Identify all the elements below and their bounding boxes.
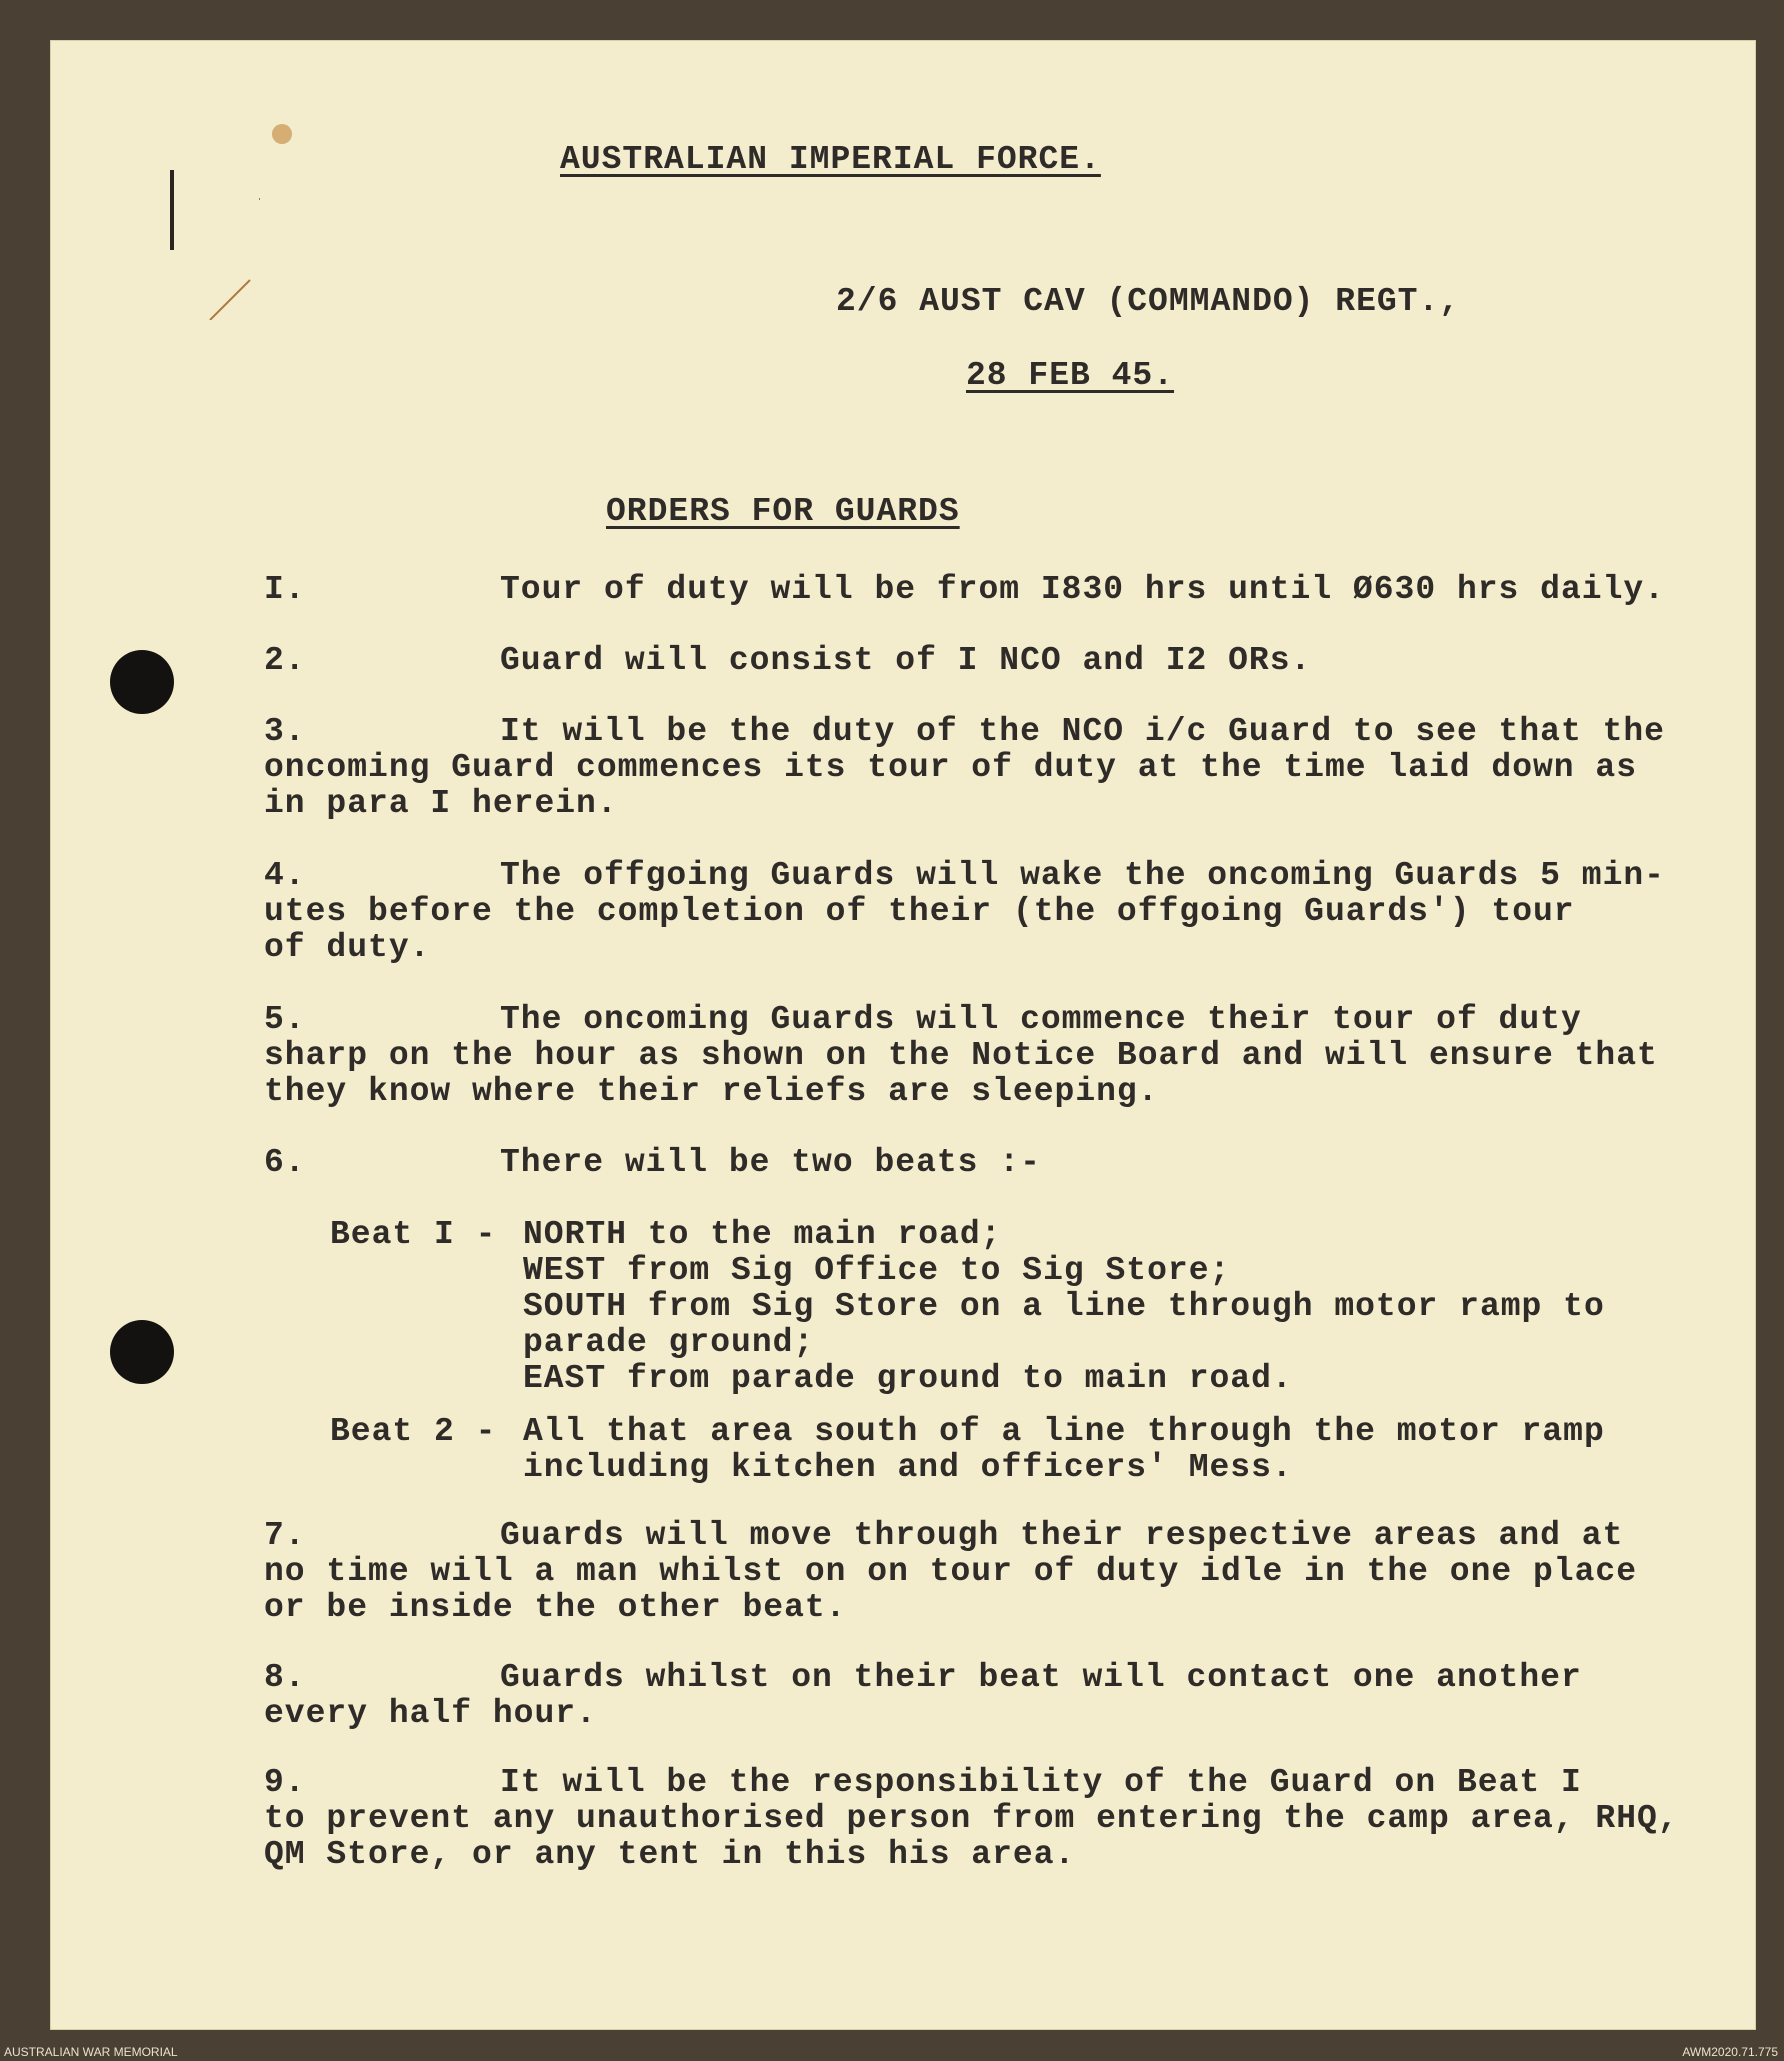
- punch-hole-top: [110, 650, 174, 714]
- beat-1-label: Beat I -: [330, 1216, 497, 1253]
- document-page: [50, 40, 1756, 2030]
- para-3-line: oncoming Guard commences its tour of duty at the time laid down as: [264, 749, 1638, 786]
- beat-1-line: EAST from parade ground to main road.: [523, 1360, 1293, 1397]
- para-3-line: It will be the duty of the NCO i/c Guard to see that the: [500, 713, 1665, 750]
- para-7-number: 7.: [264, 1517, 306, 1554]
- para-6-number: 6.: [264, 1144, 306, 1181]
- para-9-line: It will be the responsibility of the Guard on Beat I: [500, 1764, 1582, 1801]
- para-5-line: The oncoming Guards will commence their tour of duty: [500, 1001, 1582, 1038]
- beat-1-line: WEST from Sig Office to Sig Store;: [523, 1252, 1231, 1289]
- rust-stain: [272, 124, 292, 144]
- para-7-line: no time will a man whilst on on tour of duty idle in the one place: [264, 1553, 1638, 1590]
- para-6-text: There will be two beats :-: [500, 1144, 1041, 1181]
- beat-1-line: SOUTH from Sig Store on a line through motor ramp to: [523, 1288, 1605, 1325]
- para-3-line: in para I herein.: [264, 785, 618, 822]
- para-8-number: 8.: [264, 1659, 306, 1696]
- document-title: ORDERS FOR GUARDS: [606, 493, 960, 530]
- para-8-line: every half hour.: [264, 1695, 597, 1732]
- para-7-line: or be inside the other beat.: [264, 1589, 847, 1626]
- para-3-number: 3.: [264, 713, 306, 750]
- footer-accession-number: AWM2020.71.775: [1682, 2045, 1778, 2059]
- unit-name: 2/6 AUST CAV (COMMANDO) REGT.,: [836, 283, 1461, 320]
- beat-1-line: NORTH to the main road;: [523, 1216, 1002, 1253]
- punch-hole-bottom: [110, 1320, 174, 1384]
- para-5-line: sharp on the hour as shown on the Notice Board and will ensure that: [264, 1037, 1658, 1074]
- footer-credit: AUSTRALIAN WAR MEMORIAL: [4, 2045, 178, 2059]
- para-5-line: they know where their reliefs are sleeping.: [264, 1073, 1159, 1110]
- para-1-text: Tour of duty will be from I830 hrs until Ø630 hrs daily.: [500, 571, 1665, 608]
- beat-2-line: including kitchen and officers' Mess.: [523, 1449, 1293, 1486]
- document-date: 28 FEB 45.: [966, 357, 1175, 394]
- beat-1-line: parade ground;: [523, 1324, 815, 1361]
- beat-2-label: Beat 2 -: [330, 1413, 497, 1450]
- para-2-number: 2.: [264, 642, 306, 679]
- para-9-line: QM Store, or any tent in this his area.: [264, 1836, 1076, 1873]
- para-2-text: Guard will consist of I NCO and I2 ORs.: [500, 642, 1312, 679]
- para-1-number: I.: [264, 571, 306, 608]
- para-4-number: 4.: [264, 857, 306, 894]
- staple-mark: [110, 120, 260, 320]
- para-7-line: Guards will move through their respective areas and at: [500, 1517, 1624, 1554]
- para-8-line: Guards whilst on their beat will contact one another: [500, 1659, 1582, 1696]
- para-4-line: of duty.: [264, 929, 431, 966]
- para-4-line: The offgoing Guards will wake the oncoming Guards 5 min-: [500, 857, 1665, 894]
- org-heading: AUSTRALIAN IMPERIAL FORCE.: [560, 141, 1101, 178]
- para-5-number: 5.: [264, 1001, 306, 1038]
- beat-2-line: All that area south of a line through the motor ramp: [523, 1413, 1605, 1450]
- para-9-number: 9.: [264, 1764, 306, 1801]
- para-9-line: to prevent any unauthorised person from entering the camp area, RHQ,: [264, 1800, 1679, 1837]
- para-4-line: utes before the completion of their (the offgoing Guards') tour: [264, 893, 1575, 930]
